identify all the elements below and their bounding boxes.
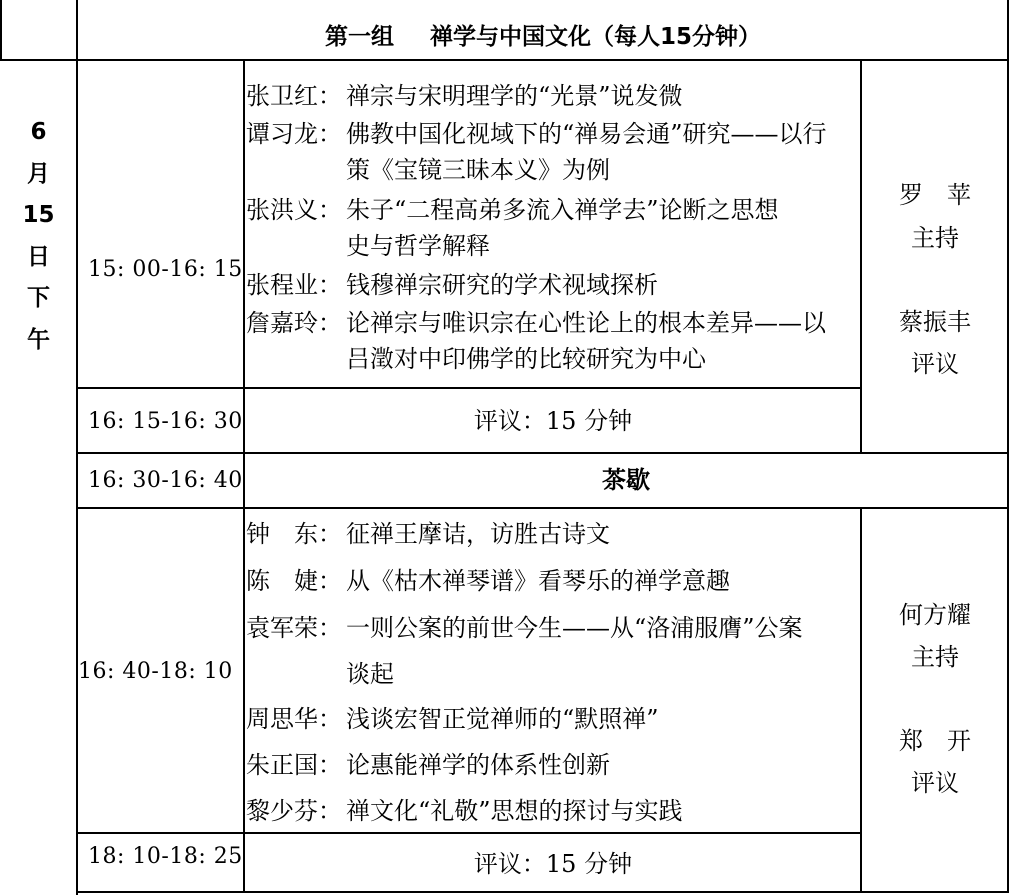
talk-item [246,273,658,297]
session2-time: 16: 40-18: 10 [78,659,233,684]
group-title: 禅学与中国文化（每人15分钟） [429,24,761,50]
reviewer-name: 郑 开 [899,727,971,755]
date-char: 15 [22,202,55,228]
talk-item [246,753,610,777]
speaker-name: 黎少芬： [246,797,342,825]
speaker-name: 张程业： [246,271,342,299]
date-label [0,112,77,361]
break-time: 16: 30-16: 40 [88,468,243,493]
reviewer-role: 评议 [911,350,959,378]
host-role: 主持 [911,643,959,671]
talk-title: 一则公案的前世今生——从“洛浦服膺”公案 [346,614,803,642]
session1-review-time: 16: 15-16: 30 [88,409,243,434]
talk-item [246,198,779,258]
rule-time-col-3 [243,508,245,893]
speaker-name: 钟 东： [246,520,342,548]
talk-item [246,707,659,731]
break-label: 茶歇 [602,466,650,494]
date-char: 月 [27,160,50,187]
speaker-name: 詹嘉玲： [246,309,342,337]
rule-role-col-1 [860,60,862,454]
talk-title-cont: 谈起 [346,660,394,688]
host-name: 何方耀 [899,601,971,629]
section-header [77,18,1009,51]
host-name: 罗 苹 [899,181,971,209]
rule-s1-review-top [77,387,861,389]
talk-title: 禅宗与宋明理学的“光景”说发微 [346,82,683,110]
speaker-name: 陈 婕： [246,567,342,595]
talk-title: 论惠能禅学的体系性创新 [346,751,610,779]
rule-role-col-2 [860,508,862,893]
reviewer-role: 评议 [911,769,959,797]
talk-title-cont: 策《宝镜三昧本义》为例 [346,156,610,184]
talk-item [246,616,803,686]
talk-title: 佛教中国化视域下的“禅易会通”研究——以行 [346,120,827,148]
speaker-name: 张卫红： [246,82,342,110]
talk-title-cont: 吕澂对中印佛学的比较研究为中心 [346,345,706,373]
talk-item [246,569,730,593]
talk-item [246,799,683,823]
date-char: 日 [27,243,50,270]
session1-review-text: 评议：15 分钟 [473,407,633,435]
talk-title: 朱子“二程高弟多流入禅学去”论断之思想 [346,196,779,224]
talk-item [246,522,610,546]
rule-s2-review-top [77,832,861,834]
rule-break-bottom [77,507,1009,509]
talk-title: 钱穆禅宗研究的学术视域探析 [346,271,658,299]
date-char: 午 [27,326,50,353]
date-char: 6 [30,119,47,145]
session1-time: 15: 00-16: 15 [88,257,243,282]
speaker-name: 朱正国： [246,751,342,779]
reviewer-name: 蔡振丰 [899,308,971,336]
talk-title-cont: 史与哲学解释 [346,232,490,260]
rule-right-edge [1007,0,1009,893]
speaker-name: 谭习龙： [246,120,342,148]
speaker-name: 袁军荣： [246,614,342,642]
talk-item [246,122,827,182]
rule-left-edge [0,0,2,61]
rule-header-bottom [0,59,1009,61]
talk-item [246,311,826,371]
talk-title: 征禅王摩诘，访胜古诗文 [346,520,610,548]
session2-review-time: 18: 10-18: 25 [88,844,243,869]
rule-bottom [77,891,1009,893]
group-label: 第一组 [324,24,394,50]
rule-time-col [243,60,245,454]
speaker-name: 张洪义： [246,196,342,224]
host-role: 主持 [911,224,959,252]
talk-title: 禅文化“礼敬”思想的探讨与实践 [346,797,683,825]
talk-item [246,84,683,108]
talk-title: 浅谈宏智正觉禅师的“默照禅” [346,705,659,733]
speaker-name: 周思华： [246,705,342,733]
rule-break-top [77,452,1009,454]
session2-review-text: 评议：15 分钟 [473,850,633,878]
date-char: 下 [27,285,50,311]
talk-title: 论禅宗与唯识宗在心性论上的根本差异——以 [346,309,826,337]
talk-title: 从《枯木禅琴谱》看琴乐的禅学意趣 [346,567,730,595]
